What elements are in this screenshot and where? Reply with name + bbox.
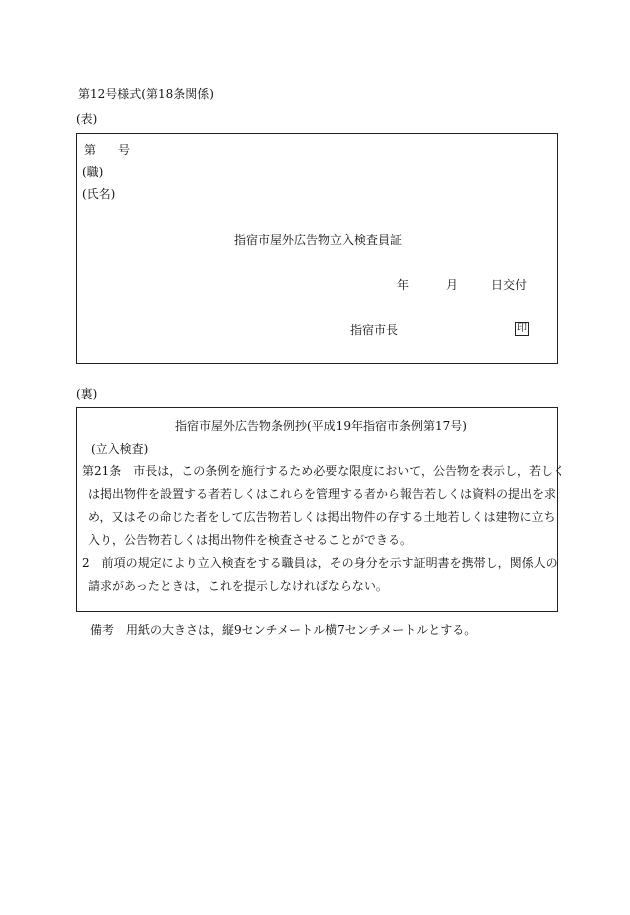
job-title-label: (職): [82, 165, 104, 179]
article-line: は掲出物件を設置する者若しくはこれらを管理する者から報告若しくは資料の提出を求: [88, 487, 557, 501]
date-month: 月: [446, 278, 459, 292]
article-line: め，又はその命じた者をして広告物若しくは掲出物件の存する土地若しくは建物に立ち: [88, 510, 556, 524]
card-title: 指宿市屋外広告物立入検査員証: [234, 233, 403, 247]
law-title: 指宿市屋外広告物条例抄(平成19年指宿市条例第17号): [175, 419, 467, 433]
article-line: 入り，公告物若しくは掲出物件を検査させることができる。: [88, 533, 413, 547]
seal-mark: 印: [517, 323, 527, 334]
number-prefix: 第: [84, 143, 97, 157]
issuer-mayor: 指宿市長: [350, 323, 399, 337]
section-caption: (立入検査): [91, 442, 149, 456]
article-line: 第21条 市長は，この条例を施行するため必要な限度において，公告物を表示し，若しく: [82, 464, 566, 478]
front-card-box: [76, 133, 558, 364]
article-line: 2 前項の規定により立入検査をする職員は，その身分を示す証明書を携帯し，関係人の: [82, 556, 558, 570]
number-suffix: 号: [118, 143, 131, 157]
date-day-issued: 日交付: [491, 278, 528, 292]
article-line: 請求があったときは，これを提示しなければならない。: [88, 579, 388, 593]
name-label: (氏名): [82, 187, 116, 201]
form-number-title: 第12号様式(第18条関係): [78, 87, 214, 101]
remarks-note: 備考 用紙の大きさは，縦9センチメートル横7センチメートルとする。: [90, 623, 477, 637]
back-side-label: (裏): [76, 387, 98, 401]
date-year: 年: [397, 278, 410, 292]
front-side-label: (表): [76, 112, 98, 126]
